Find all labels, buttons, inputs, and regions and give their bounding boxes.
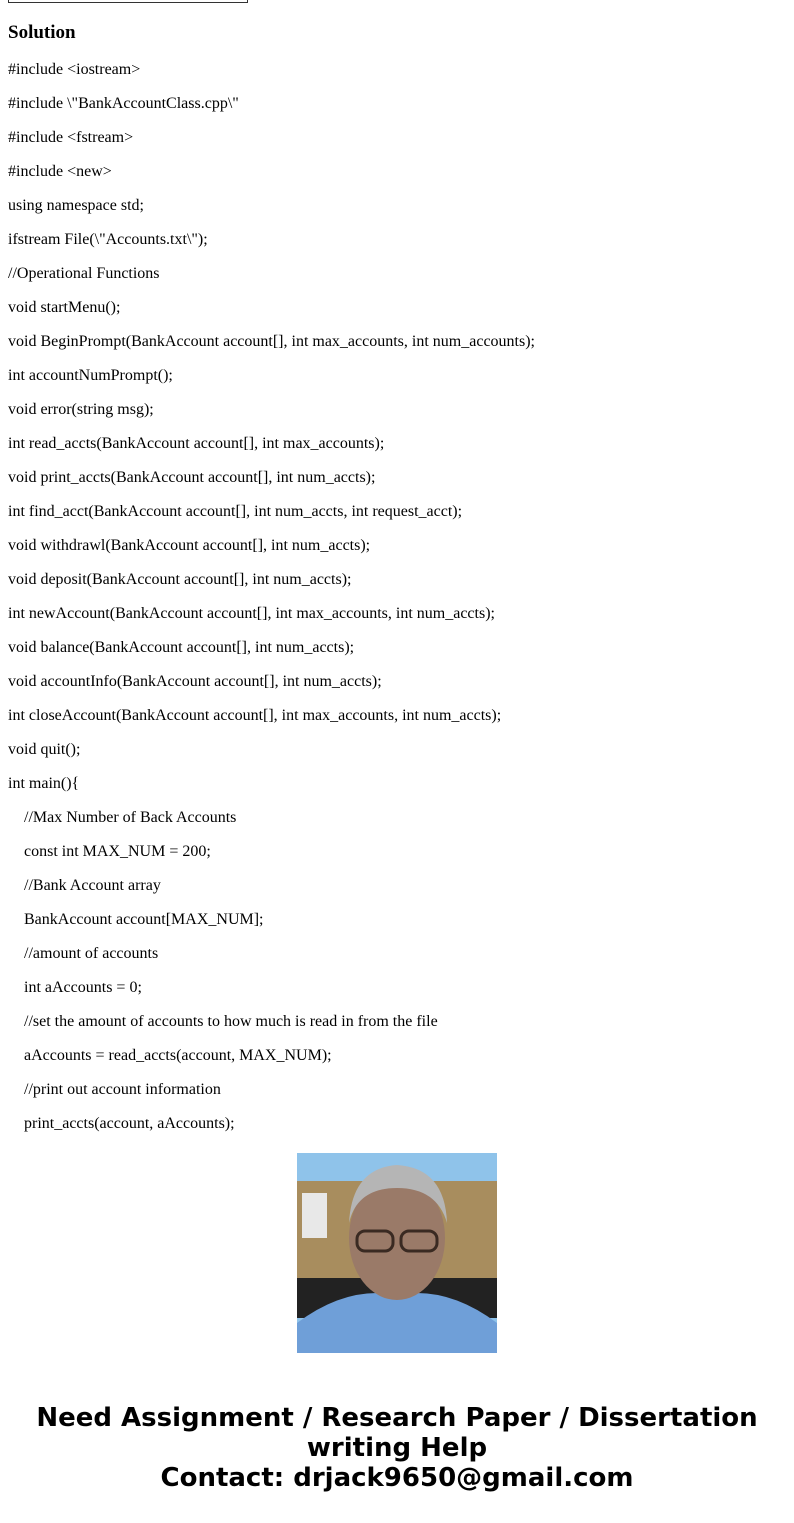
code-line: //amount of accounts — [8, 945, 159, 962]
code-line: int main(){ — [8, 775, 80, 792]
code-line: int accountNumPrompt(); — [8, 367, 173, 384]
code-line: void deposit(BankAccount account[], int num_accts); — [8, 571, 352, 588]
code-line: const int MAX_NUM = 200; — [8, 843, 211, 860]
footer-line-3: Contact: drjack9650@gmail.com — [160, 1463, 634, 1493]
code-line: void error(string msg); — [8, 401, 154, 418]
code-line: #include <new> — [8, 163, 112, 180]
footer-contact — [0, 1403, 794, 1493]
code-line: print_accts(account, aAccounts); — [8, 1115, 235, 1132]
code-line: #include <iostream> — [8, 61, 141, 78]
code-line: void withdrawl(BankAccount account[], int num_accts); — [8, 537, 371, 554]
code-line: void quit(); — [8, 741, 81, 758]
code-line: int read_accts(BankAccount account[], int max_accounts); — [8, 435, 385, 452]
code-line: void print_accts(BankAccount account[], int num_accts); — [8, 469, 376, 486]
solution-heading: Solution — [8, 22, 76, 43]
code-line: //set the amount of accounts to how much is read in from the file — [8, 1013, 438, 1030]
code-line: void startMenu(); — [8, 299, 121, 316]
code-line: void BeginPrompt(BankAccount account[], int max_accounts, int num_accounts); — [8, 333, 535, 350]
code-line: //Max Number of Back Accounts — [8, 809, 237, 826]
code-line: aAccounts = read_accts(account, MAX_NUM); — [8, 1047, 332, 1064]
code-line: using namespace std; — [8, 197, 144, 214]
footer-line-2: writing Help — [306, 1433, 488, 1463]
code-line: void balance(BankAccount account[], int num_accts); — [8, 639, 355, 656]
code-line: ifstream File(\"Accounts.txt\"); — [8, 231, 208, 248]
code-line: BankAccount account[MAX_NUM]; — [8, 911, 264, 928]
code-line: void accountInfo(BankAccount account[], int num_accts); — [8, 673, 382, 690]
code-line: //Bank Account array — [8, 877, 161, 894]
code-line: #include <fstream> — [8, 129, 134, 146]
code-block — [8, 0, 788, 1132]
code-line: int newAccount(BankAccount account[], int max_accounts, int num_accts); — [8, 605, 495, 622]
author-avatar — [297, 1153, 497, 1353]
code-line: int closeAccount(BankAccount account[], int max_accounts, int num_accts); — [8, 707, 502, 724]
code-line: //print out account information — [8, 1081, 221, 1098]
code-line: int aAccounts = 0; — [8, 979, 142, 996]
code-line: int find_acct(BankAccount account[], int num_accts, int request_acct); — [8, 503, 463, 520]
footer-line-1: Need Assignment / Research Paper / Dissertation — [36, 1403, 758, 1433]
code-line: #include \"BankAccountClass.cpp\" — [8, 95, 239, 112]
code-line: //Operational Functions — [8, 265, 160, 282]
